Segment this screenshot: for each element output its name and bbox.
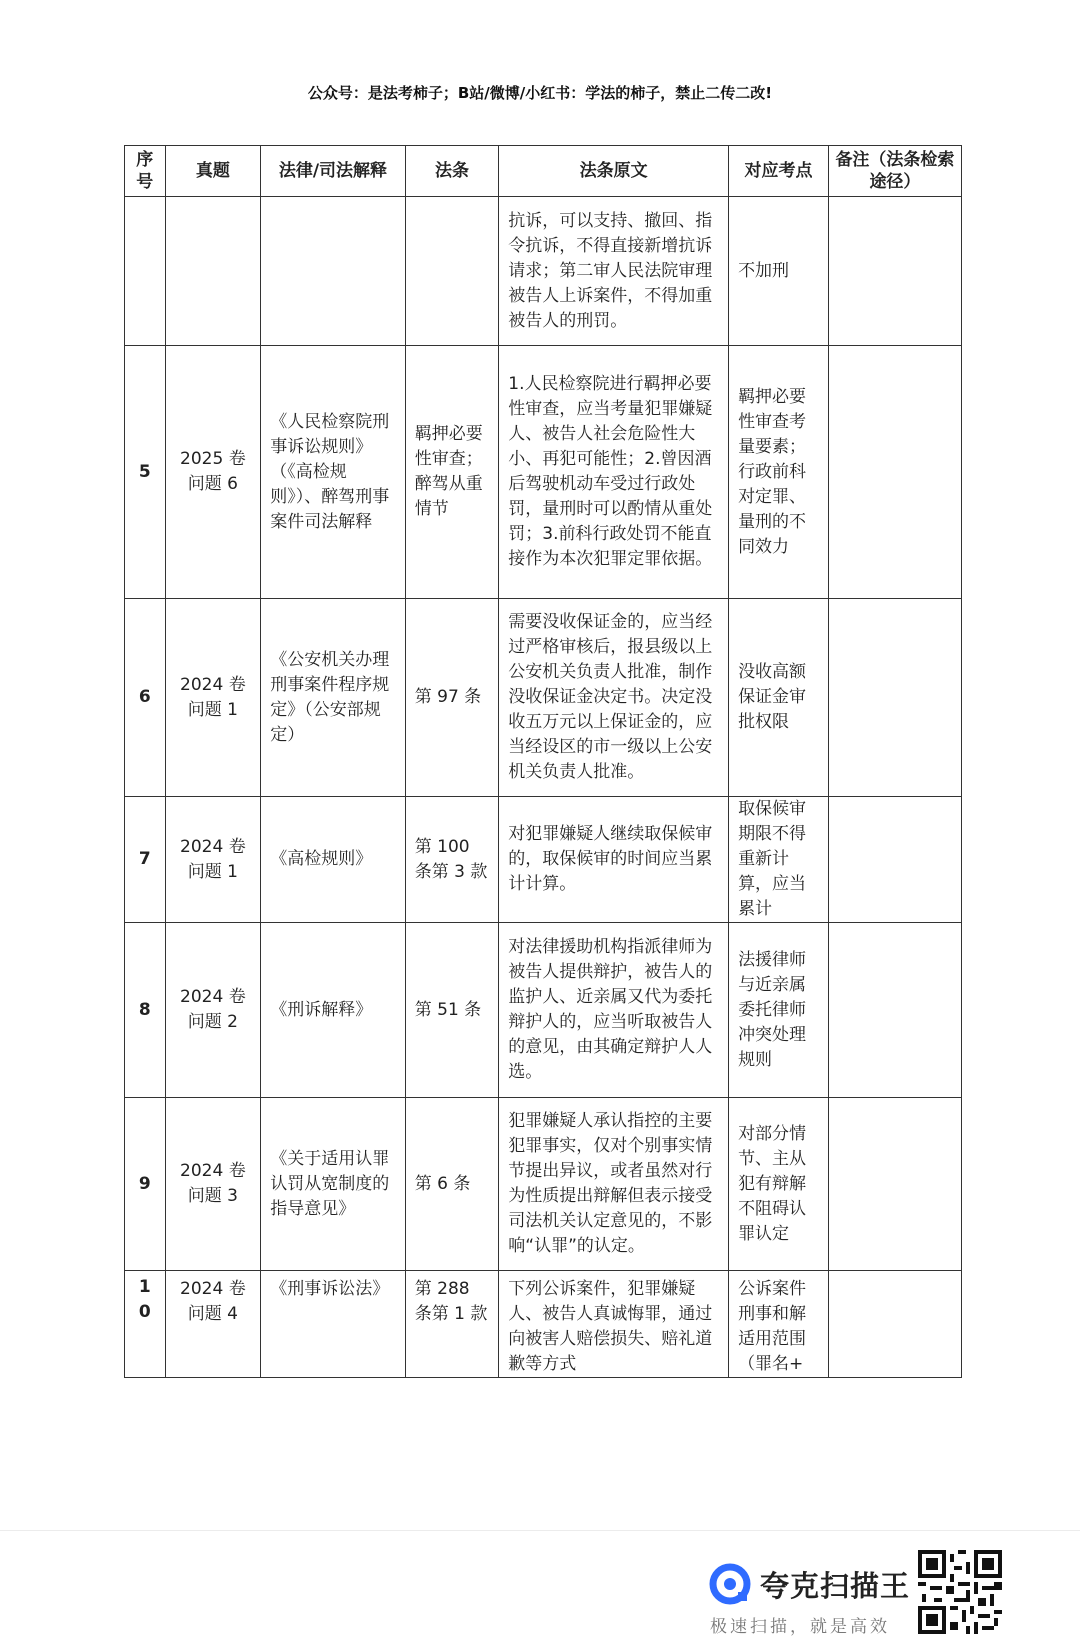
row-text: 对法律援助机构指派律师为被告人提供辩护，被告人的监护人、近亲属又代为委托辩护人的，应当听取被告人的意见，由其确定辩护人人选。: [499, 923, 729, 1098]
row-exam: 2024 卷问题 1: [165, 599, 261, 797]
table-row: [125, 346, 962, 599]
row-exam: 2024 卷问题 4: [165, 1271, 261, 1378]
row-text: 需要没收保证金的，应当经过严格审核后，报县级以上公安机关负责人批准，制作没收保证金决定书。决定没收五万元以上保证金的，应当经设区的市一级以上公安机关负责人批准。: [499, 599, 729, 797]
row-point: 没收高额保证金审批权限: [729, 599, 829, 797]
qr-code-icon: [918, 1550, 1002, 1634]
col-header-num: 序号: [125, 146, 166, 197]
row-exam: 2024 卷问题 2: [165, 923, 261, 1098]
row-note: [828, 923, 961, 1098]
row-law: 《刑诉解释》: [261, 923, 406, 1098]
row-note: [828, 346, 961, 599]
col-header-text: 法条原文: [499, 146, 729, 197]
row-article: [405, 197, 499, 346]
table-row: [125, 1098, 962, 1271]
row-num: 7: [125, 797, 166, 923]
table-row: [125, 197, 962, 346]
row-num: 10: [125, 1271, 166, 1378]
row-num: 9: [125, 1098, 166, 1271]
col-header-exam: 真题: [165, 146, 261, 197]
row-text: 下列公诉案件，犯罪嫌疑人、被告人真诚悔罪，通过向被害人赔偿损失、赔礼道歉等方式: [499, 1271, 729, 1378]
scanner-watermark: [708, 1556, 911, 1637]
row-text: 1.人民检察院进行羁押必要性审查，应当考量犯罪嫌疑人、被告人社会危险性大小、再犯可能性；2.曾因酒后驾驶机动车受过行政处罚，量刑时可以酌情从重处罚；3.前科行政处罚不能直接作为本次犯罪定罪依据。: [499, 346, 729, 599]
row-note: [828, 599, 961, 797]
row-num: 8: [125, 923, 166, 1098]
row-note: [828, 1098, 961, 1271]
row-exam: 2024 卷问题 1: [165, 797, 261, 923]
table-row: [125, 599, 962, 797]
row-point: 法援律师与近亲属委托律师冲突处理规则: [729, 923, 829, 1098]
row-article: 第 97 条: [405, 599, 499, 797]
col-header-law: 法律/司法解释: [261, 146, 406, 197]
row-num: [125, 197, 166, 346]
table-row: [125, 923, 962, 1098]
row-law: [261, 197, 406, 346]
table-header-row: [125, 146, 962, 197]
table-row: [125, 797, 962, 923]
row-law: 《人民检察院刑事诉讼规则》（《高检规则》）、醉驾刑事案件司法解释: [261, 346, 406, 599]
page-header: 公众号：是法考柿子；B站/微博/小红书：学法的柿子，禁止二传二改!: [307, 84, 773, 102]
row-law: 《公安机关办理刑事案件程序规定》（公安部规定）: [261, 599, 406, 797]
row-text: 抗诉，可以支持、撤回、指令抗诉，不得直接新增抗诉请求；第二审人民法院审理被告人上诉案件，不得加重被告人的刑罚。: [499, 197, 729, 346]
row-law: 《刑事诉讼法》: [261, 1271, 406, 1378]
col-header-point: 对应考点: [729, 146, 829, 197]
row-article: 羁押必要性审查；醉驾从重情节: [405, 346, 499, 599]
row-note: [828, 797, 961, 923]
row-exam: [165, 197, 261, 346]
row-point: 取保候审期限不得重新计算，应当累计: [729, 797, 829, 923]
row-law: 《关于适用认罪认罚从宽制度的指导意见》: [261, 1098, 406, 1271]
row-point: 对部分情节、主从犯有辩解不阻碍认罪认定: [729, 1098, 829, 1271]
row-note: [828, 1271, 961, 1378]
law-table: [124, 145, 962, 1378]
row-text: 犯罪嫌疑人承认指控的主要犯罪事实，仅对个别事实情节提出异议，或者虽然对行为性质提出辩解但表示接受司法机关认定意见的，不影响“认罪”的认定。: [499, 1098, 729, 1271]
row-point: 羁押必要性审查考量要素；行政前科对定罪、量刑的不同效力: [729, 346, 829, 599]
row-article: 第 100 条第 3 款: [405, 797, 499, 923]
row-point: 不加刑: [729, 197, 829, 346]
row-num: 5: [125, 346, 166, 599]
table-row: [125, 1271, 962, 1378]
row-note: [828, 197, 961, 346]
row-exam: 2024 卷问题 3: [165, 1098, 261, 1271]
row-point: 公诉案件刑事和解适用范围（罪名+: [729, 1271, 829, 1378]
brand-name: 夸克扫描王: [760, 1569, 911, 1603]
col-header-article: 法条: [405, 146, 499, 197]
row-text: 对犯罪嫌疑人继续取保候审的，取保候审的时间应当累计计算。: [499, 797, 729, 923]
brand-slogan: 极速扫描，就是高效: [710, 1617, 890, 1637]
row-num: 6: [125, 599, 166, 797]
row-article: 第 288 条第 1 款: [405, 1271, 499, 1378]
quark-logo-icon: [708, 1562, 752, 1606]
row-exam: 2025 卷问题 6: [165, 346, 261, 599]
row-article: 第 51 条: [405, 923, 499, 1098]
row-article: 第 6 条: [405, 1098, 499, 1271]
col-header-note: 备注（法条检索途径）: [828, 146, 961, 197]
row-law: 《高检规则》: [261, 797, 406, 923]
footer-divider: [0, 1530, 1080, 1531]
